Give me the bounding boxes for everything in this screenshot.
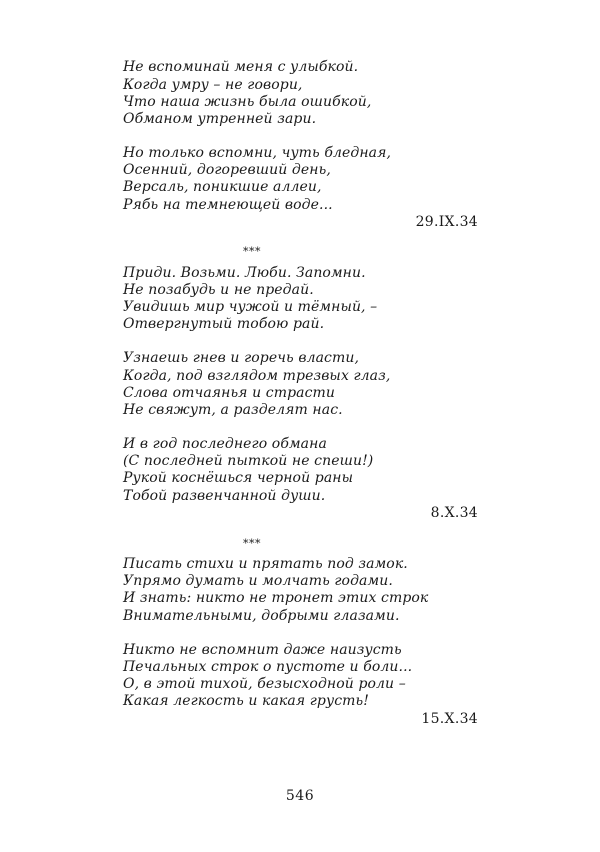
page-number: 546	[285, 788, 315, 804]
section-separator: ***	[243, 537, 261, 550]
poem-line: Какая легкость и какая грусть!	[123, 693, 369, 709]
poem-line: Не свяжут, а разделят нас.	[123, 402, 343, 418]
poem-line: Версаль, поникшие аллеи,	[123, 179, 322, 195]
poem-line: Никто не вспомнит даже наизусть	[123, 642, 402, 658]
poem-line: И в год последнего обмана	[123, 436, 327, 452]
poem-line: Не вспоминай меня с улыбкой.	[123, 59, 359, 75]
section-separator: ***	[243, 245, 261, 258]
poem-line: Осенний, догоревший день,	[123, 162, 331, 178]
poem-line: Но только вспомни, чуть бледная,	[123, 145, 392, 161]
poem-line: Рябь на темнеющей воде...	[123, 197, 333, 213]
poem-line: Увидишь мир чужой и тёмный, –	[123, 299, 378, 315]
poem-line: О, в этой тихой, безысходной роли –	[123, 676, 406, 692]
poem-line: Писать стихи и прятать под замок.	[123, 556, 408, 572]
poem-line: Тобой развенчанной души.	[123, 488, 326, 504]
poem-line: Отвергнутый тобою рай.	[123, 316, 325, 332]
poem-line: Когда, под взглядом трезвых глаз,	[123, 368, 391, 384]
poem-line: Не позабудь и не предай.	[123, 282, 314, 298]
poem-line: Узнаешь гнев и горечь власти,	[123, 350, 360, 366]
poem-line: Рукой коснёшься черной раны	[123, 470, 354, 486]
poem-line: Внимательными, добрыми глазами.	[123, 608, 400, 624]
poem-line: Приди. Возьми. Люби. Запомни.	[123, 265, 366, 281]
poem-line: Упрямо думать и молчать годами.	[123, 573, 393, 589]
poem-line: Что наша жизнь была ошибкой,	[123, 94, 372, 110]
poem-line: И знать: никто не тронет этих строк	[123, 590, 429, 606]
poem-date: 29.IX.34	[415, 214, 478, 230]
poem-line: Слова отчаянья и страсти	[123, 385, 336, 401]
poem-line: Печальных строк о пустоте и боли...	[123, 659, 413, 675]
poem-line: Когда умру – не говори,	[123, 77, 303, 93]
poem-date: 15.X.34	[421, 711, 478, 727]
poem-date: 8.X.34	[430, 505, 478, 521]
poem-line: Обманом утренней зари.	[123, 111, 317, 127]
poem-line: (С последней пыткой не спеши!)	[123, 453, 374, 469]
